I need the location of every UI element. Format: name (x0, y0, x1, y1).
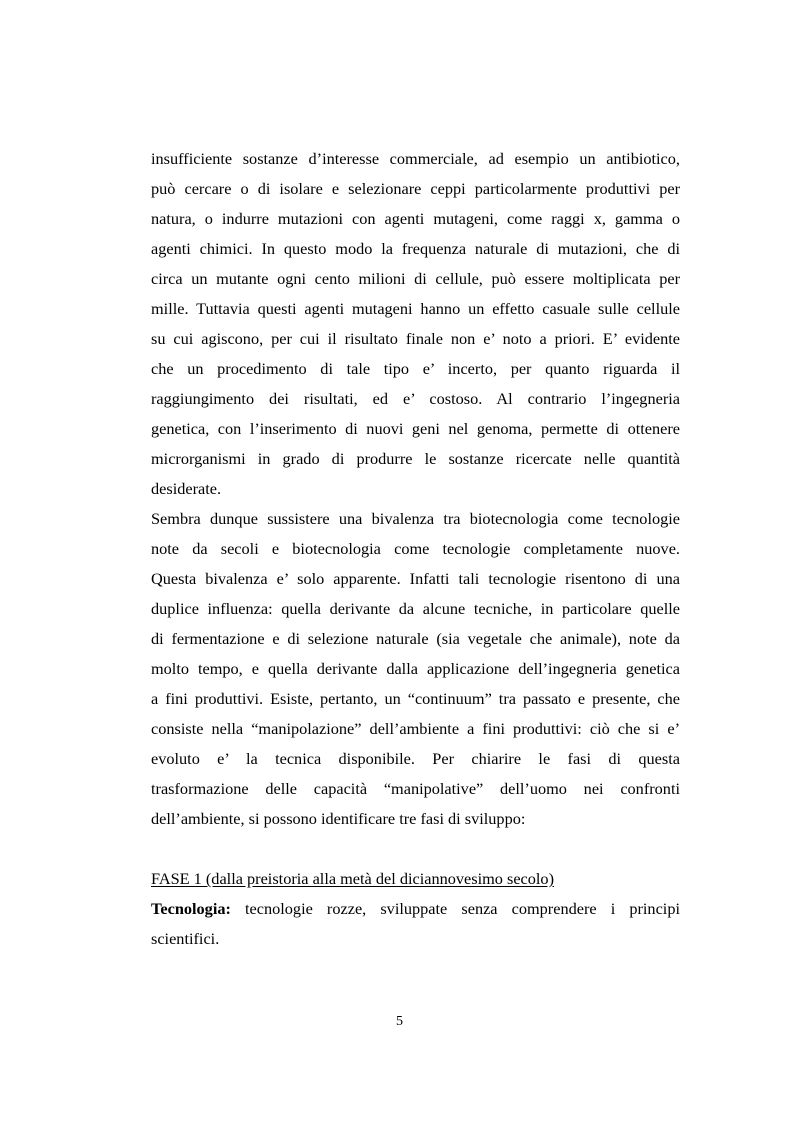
text-line: Sembra dunque sussistere una bivalenza tra biotecnologia come tecnologie (151, 509, 680, 528)
text-line: genetica, con l’inserimento di nuovi geni nel genoma, permette di ottenere (151, 419, 680, 438)
text-line: insufficiente sostanze d’interesse commerciale, ad esempio un antibiotico, (151, 149, 680, 168)
text-line: agenti chimici. In questo modo la frequenza naturale di mutazioni, che di (151, 239, 680, 258)
text-line: di fermentazione e di selezione naturale (sia vegetale che animale), note da (151, 629, 680, 648)
text-line: che un procedimento di tale tipo e’ incerto, per quanto riguarda il (151, 359, 680, 378)
text-line: a fini produttivi. Esiste, pertanto, un “continuum” tra passato e presente, che (151, 689, 680, 708)
text-line: consiste nella “manipolazione” dell’ambiente a fini produttivi: ciò che si e’ (151, 719, 680, 738)
text-line: mille. Tuttavia questi agenti mutageni hanno un effetto casuale sulle cellule (151, 299, 680, 318)
text-line: circa un mutante ogni cento milioni di cellule, può essere moltiplicata per (151, 269, 680, 288)
technology-text: tecnologie rozze, sviluppate senza comprendere i principi (230, 899, 680, 918)
text-line: dell’ambiente, si possono identificare tre fasi di sviluppo: (151, 809, 526, 828)
technology-line (151, 899, 680, 919)
text-line: molto tempo, e quella derivante dalla applicazione dell’ingegneria genetica (151, 659, 680, 678)
technology-label: Tecnologia: (151, 899, 231, 918)
text-line: desiderate. (151, 479, 222, 498)
phase-heading (151, 869, 680, 889)
text-line: su cui agiscono, per cui il risultato finale non e’ noto a priori. E’ evidente (151, 329, 680, 348)
text-line: Questa bivalenza e’ solo apparente. Infatti tali tecnologie risentono di una (151, 569, 680, 588)
page-number: 5 (396, 1014, 403, 1029)
text-line: scientifici. (151, 929, 220, 948)
text-line: duplice influenza: quella derivante da alcune tecniche, in particolare quelle (151, 599, 680, 618)
text-line: trasformazione delle capacità “manipolative” dell’uomo nei confronti (151, 779, 680, 798)
text-line: microrganismi in grado di produrre le sostanze ricercate nelle quantità (151, 449, 680, 468)
phase-heading-text: FASE 1 (dalla preistoria alla metà del diciannovesimo secolo) (151, 869, 554, 888)
text-line: raggiungimento dei risultati, ed e’ costoso. Al contrario l’ingegneria (151, 389, 680, 408)
text-line: può cercare o di isolare e selezionare ceppi particolarmente produttivi per (151, 179, 680, 198)
text-line: evoluto e’ la tecnica disponibile. Per chiarire le fasi di questa (151, 749, 680, 768)
text-line: natura, o indurre mutazioni con agenti mutageni, come raggi x, gamma o (151, 209, 680, 228)
text-line: note da secoli e biotecnologia come tecnologie completamente nuove. (151, 539, 680, 558)
